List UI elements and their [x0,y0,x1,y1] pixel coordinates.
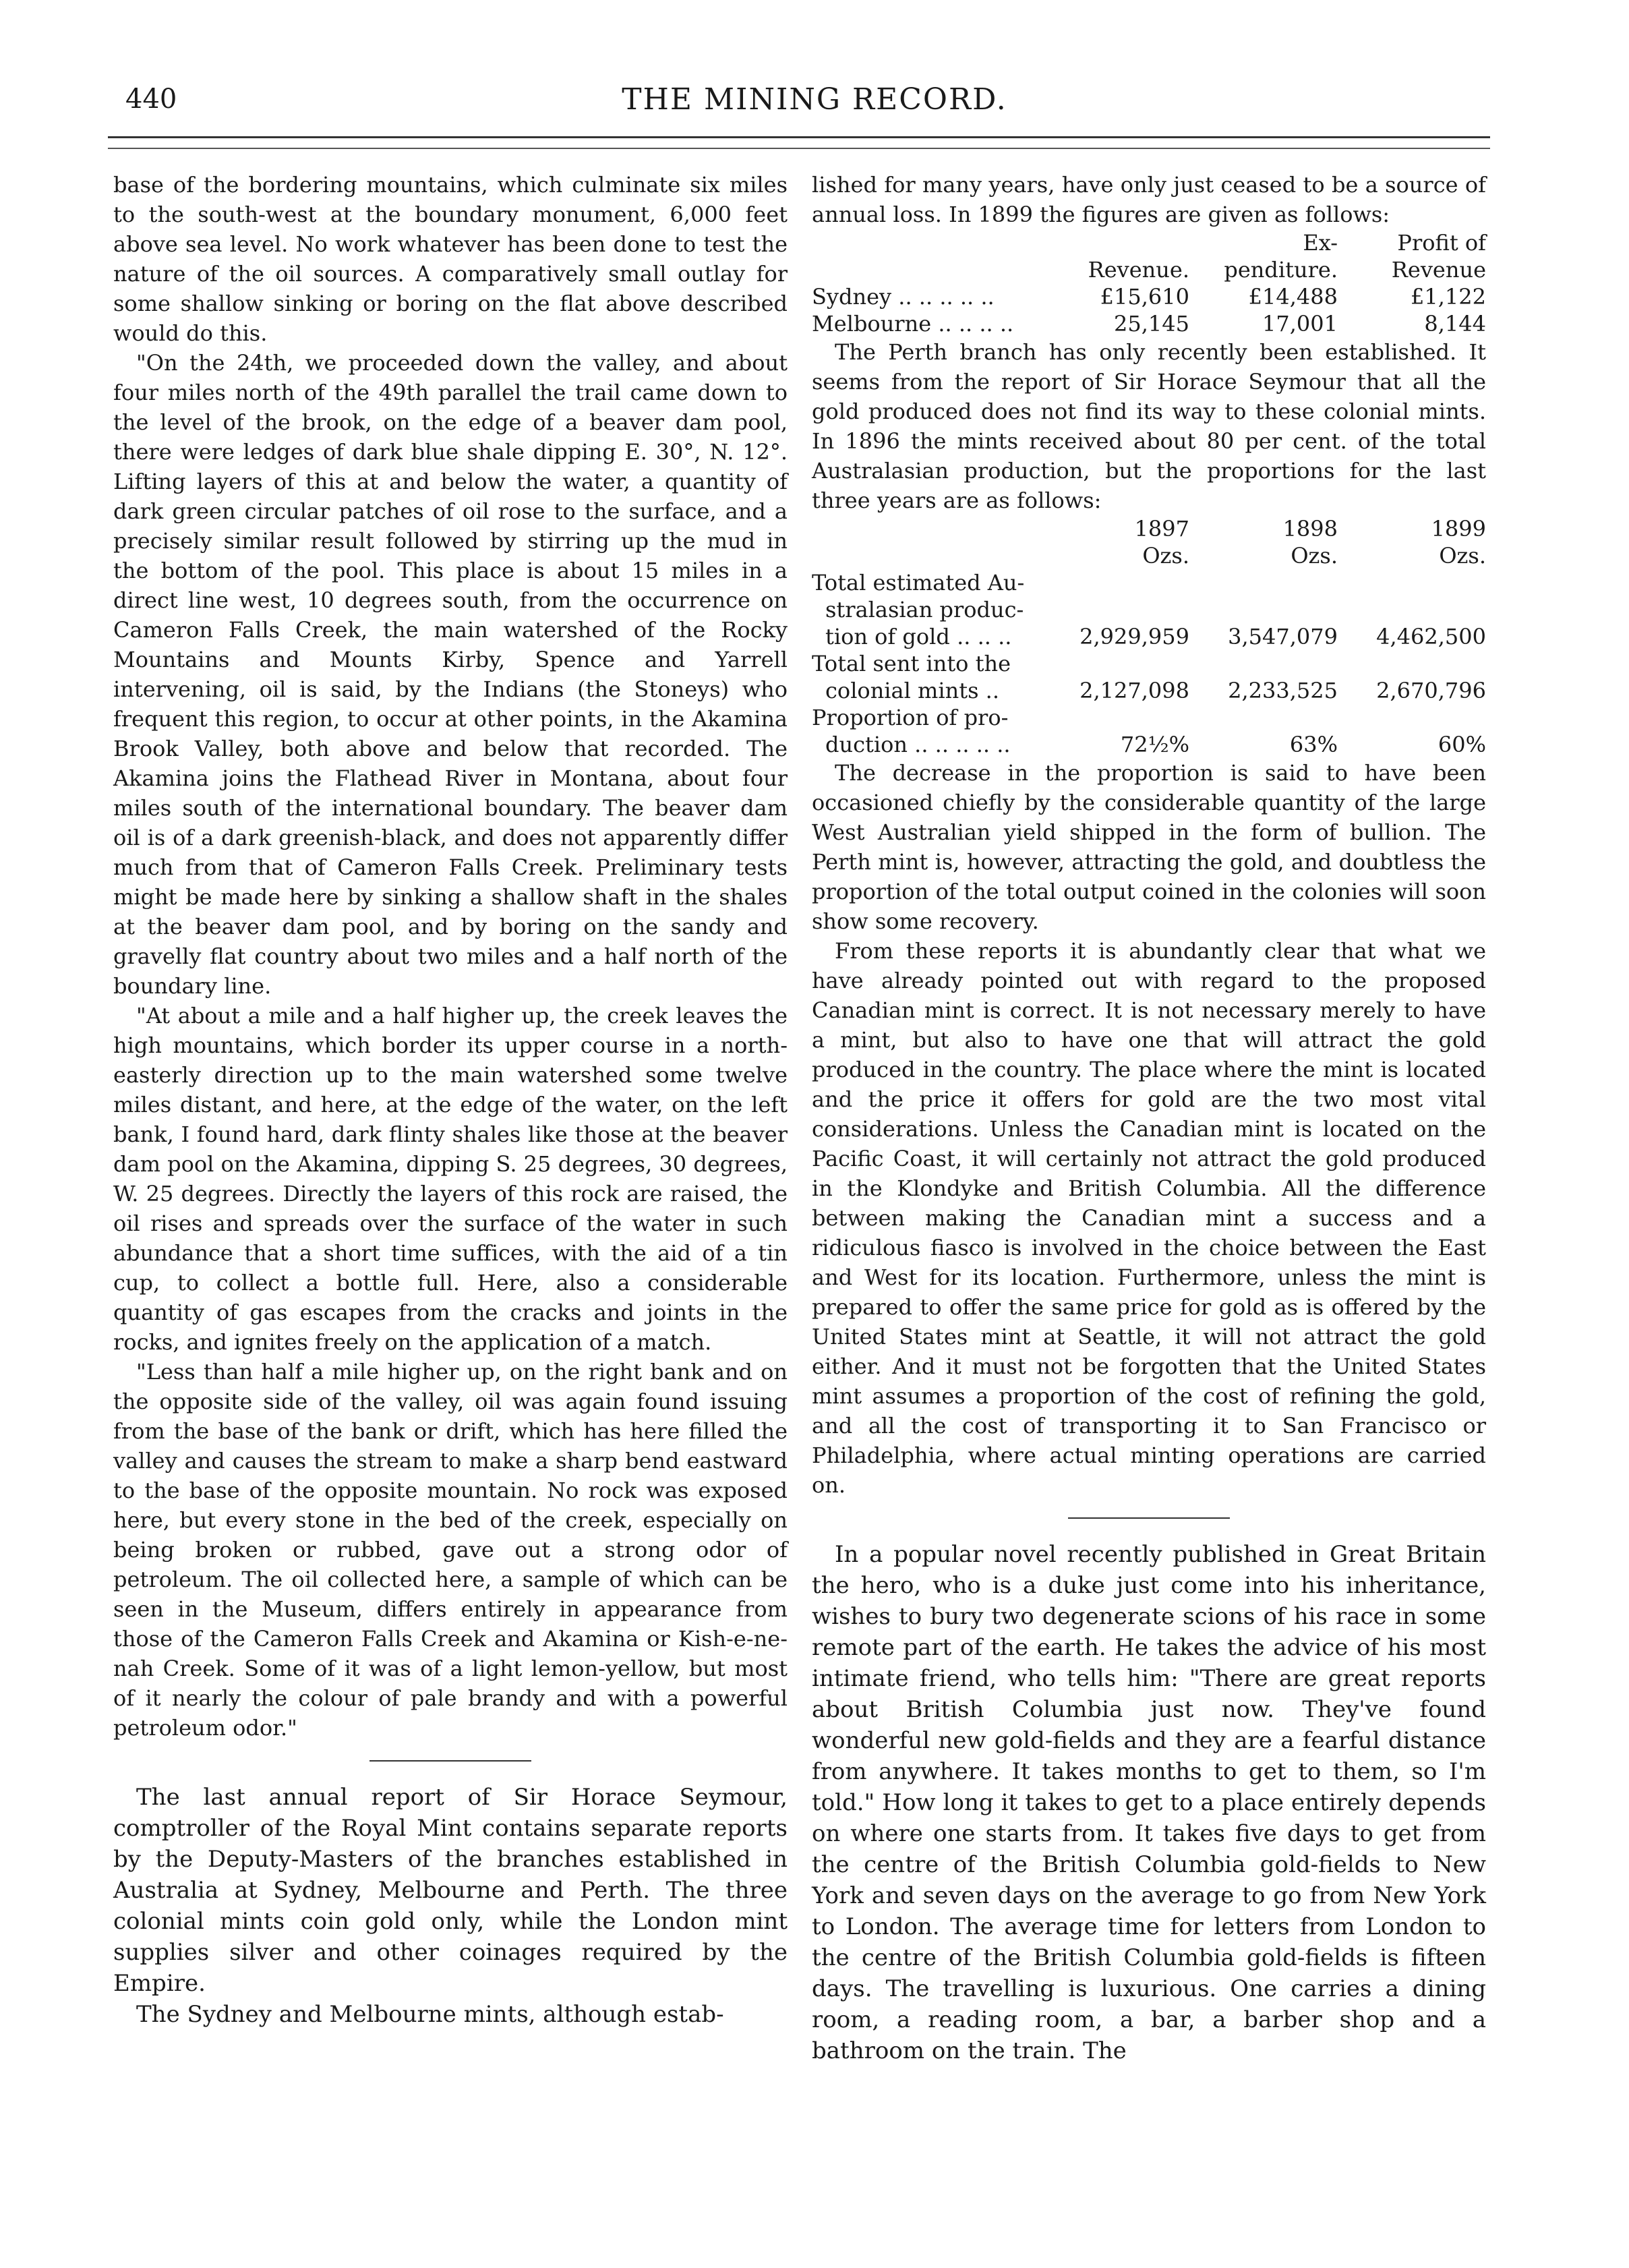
table-cell: Sydney .. .. .. .. .. [812,284,995,310]
paragraph: "At about a mile and a half higher up, the creek leaves the high mountains, which border its upper course in a north-easterly direction up to the main watershed some twelve miles distant, and here, at the edge of the water, on the left bank, I found hard, dark flinty shales like those at the beaver dam pool on the Akamina, dipping S. 25 degrees, 30 degrees, W. 25 degrees. Directly the layers of this rock are raised, the oil rises and spreads over the surface of the water in such abundance that a short time suffices, with the aid of a tin cup, to collect a bottle full. Here, also a considerable quantity of gas escapes from the cracks and joints in the rocks, and ignites freely on the application of a match. [113,1003,788,1355]
table-header: 1898 [1282,516,1338,542]
page-number: 440 [125,84,177,115]
table-header: penditure. [1224,257,1338,283]
table-header: Ozs. [1439,543,1486,569]
table-cell: duction .. .. .. .. .. [825,732,1011,757]
right-column [812,170,1486,2066]
table-row [812,623,1486,650]
paragraph: The last annual report of Sir Horace Seymour, comptroller of the Royal Mint contains separate reports by the Deputy-Masters of the branches established in Australia at Sydney, Melbourne and Perth. The three colonial mints coin gold only, while the London mint supplies silver and other coinages required by the Empire. [113,1784,788,1997]
table-cell: 2,670,796 [1376,678,1486,703]
running-title: THE MINING RECORD. [622,82,1007,117]
table-header: Ex- [1303,230,1338,256]
paragraph: base of the bordering mountains, which culminate six miles to the south-west at the boundary monument, 6,000 feet above sea level. No work whatever has been done to test the nature of the oil sources. A comparatively small outlay for some shallow sinking or boring on the flat above described would do this. [113,172,788,346]
table-header: Revenue [1391,257,1486,283]
paragraph: "Less than half a mile higher up, on the right bank and on the opposite side of the valley, oil was again found issuing from the base of the bank or drift, which has here filled the valley and causes the stream to make a sharp bend eastward to the base of the opposite mountain. No rock was exposed here, but every stone in the bed of the creek, especially on being broken or rubbed, gave out a strong odor of petroleum. The oil collected here, a sample of which can be seen in the Museum, differs entirely in appearance from those of the Cameron Falls Creek and Akamina or Kish-e-ne-nah Creek. Some of it was of a light lemon-yellow, but most of it nearly the colour of pale brandy and with a powerful petroleum odor." [113,1359,788,1741]
table-cell: 25,145 [1114,311,1189,337]
paragraph: The Sydney and Melbourne mints, although estab- [136,2001,724,2028]
table-cell: 3,547,079 [1228,624,1338,649]
table-header: Profit of [1397,230,1486,256]
paragraph: The Perth branch has only recently been established. It seems from the report of Sir Horace Seymour that all the gold produced does not find its way to these colonial mints. In 1896 the mints received about 80 per cent. of the total Australasian production, but the proportions for the last three years are as follows: [812,339,1486,513]
gold-production-table [812,515,1486,758]
table-cell: Total sent into the [812,651,1011,676]
table-cell: £14,488 [1248,284,1338,310]
table-row [812,310,1486,337]
table-cell: 8,144 [1424,311,1486,337]
paragraph: lished for many years, have only just ceased to be a source of annual loss. In 1899 the figures are given as follows: [812,172,1486,227]
header-rule [108,136,1490,149]
table-cell: Proportion of pro- [812,705,1009,730]
paragraph: From these reports it is abundantly clear that what we have already pointed out with regard to the proposed Canadian mint is correct. It is not necessary merely to have a mint, but also to have one that will attract the gold produced in the country. The place where the mint is located and the price it offers for gold are the two most vital considerations. Unless the Canadian mint is located on the Pacific Coast, it will certainly not attract the gold produced in the Klondyke and British Columbia. All the difference between making the Canadian mint a success and a ridiculous fiasco is involved in the choice between the East and West for its location. Furthermore, unless the mint is prepared to offer the same price for gold as is offered by the United States mint at Seattle, it will not attract the gold either. And it must not be forgotten that the United States mint assumes a proportion of the cost of refining the gold, and all the cost of transporting it to San Francisco or Philadelphia, where actual minting operations are carried on. [812,938,1486,1498]
table-row [812,677,1486,704]
section-divider [1068,1517,1230,1519]
table-header: 1899 [1431,516,1486,542]
table-cell: Melbourne .. .. .. .. [812,311,1014,337]
mint-revenue-table [812,229,1486,337]
table-cell: 2,233,525 [1228,678,1338,703]
table-header: Revenue. [1088,257,1189,283]
table-row [812,283,1486,310]
paragraph: The decrease in the proportion is said to have been occasioned chiefly by the considerable quantity of the large West Australian yield shipped in the form of bullion. The Perth mint is, however, attracting the gold, and doubtless the proportion of the total output coined in the colonies will soon show some recovery. [812,760,1486,934]
section-divider [369,1760,531,1762]
table-cell: 72½% [1120,732,1189,757]
paragraph: In a popular novel recently published in Great Britain the hero, who is a duke just come into his inheritance, wishes to bury two degenerate scions of his race in some remote part of the earth. He takes the advice of his most intimate friend, who tells him: "There are great reports about British Columbia just now. They've found wonderful new gold-fields and they are a fearful distance from anywhere. It takes months to get to them, so I'm told." How long it takes to get to a place entirely depends on where one starts from. It takes five days to get from the centre of the British Columbia gold-fields to New York and seven days on the average to go from New York to London. The average time for letters from London to the centre of the British Columbia gold-fields is fifteen days. The travelling is luxurious. One carries a dining room, a reading room, a bar, a barber shop and a bathroom on the train. The [812,1541,1486,2064]
table-cell: 63% [1289,732,1338,757]
table-cell: 2,929,959 [1079,624,1189,649]
table-cell: colonial mints .. [825,678,999,703]
table-header: Ozs. [1291,543,1338,569]
table-header: 1897 [1134,516,1189,542]
table-cell: 4,462,500 [1376,624,1486,649]
table-cell: tion of gold .. .. .. [825,624,1012,649]
table-cell: £1,122 [1411,284,1486,310]
table-cell: £15,610 [1100,284,1189,310]
table-cell: 17,001 [1262,311,1338,337]
table-cell: 60% [1438,732,1486,757]
table-cell: 2,127,098 [1079,678,1189,703]
table-cell: stralasian produc- [825,597,1024,622]
table-cell: Total estimated Au- [812,570,1025,595]
left-column [113,170,788,2030]
table-row [812,731,1486,758]
table-header: Ozs. [1142,543,1189,569]
paragraph: "On the 24th, we proceeded down the valley, and about four miles north of the 49th parallel the trail came down to the level of the brook, on the edge of a beaver dam pool, there were ledges of dark blue shale dipping E. 30°, N. 12°. Lifting layers of this at and below the water, a quantity of dark green circular patches of oil rose to the surface, and a precisely similar result followed by stirring up the mud in the bottom of the pool. This place is about 15 miles in a direct line west, 10 degrees south, from the occurrence on Cameron Falls Creek, the main watershed of the Rocky Mountains and Mounts Kirby, Spence and Yarrell intervening, oil is said, by the Indians (the Stoneys) who frequent this region, to occur at other points, in the Akamina Brook Valley, both above and below that recorded. The Akamina joins the Flathead River in Montana, about four miles south of the international boundary. The beaver dam oil is of a dark greenish-black, and does not apparently differ much from that of Cameron Falls Creek. Preliminary tests might be made here by sinking a shallow shaft in the shales at the beaver dam pool, and by boring on the sandy and gravelly flat country about two miles and a half north of the boundary line. [113,350,788,999]
